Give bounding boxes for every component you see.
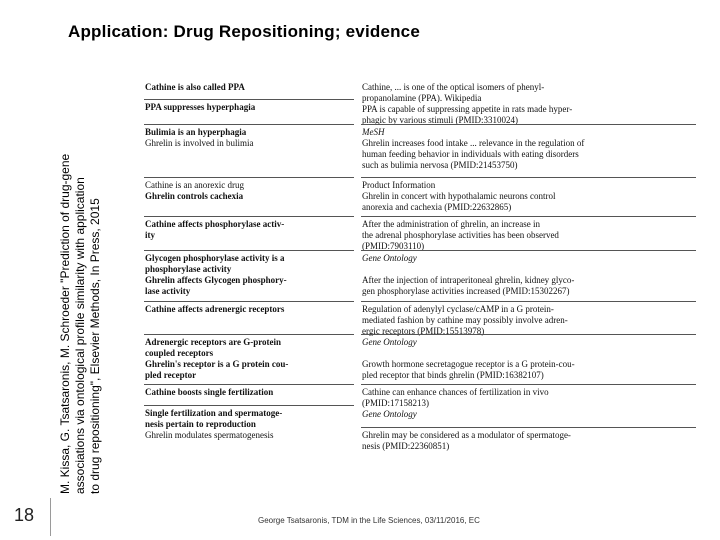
evidence-row-separator <box>361 124 696 125</box>
evidence-left-line: Ghrelin's receptor is a G protein cou- <box>145 359 289 369</box>
evidence-right-line: Cathine can enhance chances of fertilization in vivo <box>362 387 549 397</box>
evidence-right-line: MeSH <box>362 127 385 137</box>
evidence-right-block <box>362 127 696 171</box>
evidence-right-block <box>362 82 696 126</box>
evidence-left-line: Ghrelin modulates spermatogenesis <box>145 430 274 440</box>
evidence-right-block <box>362 387 696 420</box>
slide-number-divider <box>50 498 51 536</box>
evidence-right-line: human feeding behavior in individuals with eating disorders <box>362 149 579 159</box>
evidence-right-line: anorexia and cachexia (PMID:22632865) <box>362 202 512 212</box>
evidence-right-line: ergic receptors (PMID:15513978) <box>362 326 485 336</box>
evidence-right-line: mediated fashion by cathine may possibly involve adren- <box>362 315 568 325</box>
evidence-right-line: Growth hormone secretagogue receptor is a G protein-cou- <box>362 359 575 369</box>
evidence-right-line: (PMID:7903110) <box>362 241 425 251</box>
evidence-row-separator <box>361 334 696 335</box>
evidence-right-line: (PMID:17158213) <box>362 398 429 408</box>
evidence-right-line: gen phosphorylase activities increased (PMID:15302267) <box>362 286 570 296</box>
evidence-right-line: nesis (PMID:22360851) <box>362 441 450 451</box>
evidence-left-line: Cathine is also called PPA <box>145 82 245 92</box>
citation-line: M. Kissa, G. Tsatsaronis, M. Schroeder "Prediction of drug-gene <box>58 153 72 494</box>
evidence-right-line: such as bulimia nervosa (PMID:21453750) <box>362 160 518 170</box>
evidence-row-separator <box>361 177 696 178</box>
evidence-right-block <box>362 337 696 381</box>
evidence-left-line: Cathine boosts single fertilization <box>145 387 274 397</box>
citation-text <box>58 54 124 494</box>
evidence-left-line: Bulimia is an hyperphagia <box>145 127 247 137</box>
evidence-right-line: Cathine, ... is one of the optical isomers of phenyl- <box>362 82 545 92</box>
evidence-left-line: PPA suppresses hyperphagia <box>145 102 256 112</box>
evidence-right-line: Gene Ontology <box>362 409 417 419</box>
slide-title: Application: Drug Repositioning; evidence <box>68 22 420 41</box>
evidence-row-separator <box>144 334 354 335</box>
evidence-row-separator <box>361 384 696 385</box>
evidence-row-separator <box>361 216 696 217</box>
evidence-left-line: nesis pertain to reproduction <box>145 419 256 429</box>
evidence-row-separator <box>361 427 696 428</box>
evidence-right-block <box>362 180 696 213</box>
evidence-left-line: phosphorylase activity <box>145 264 232 274</box>
evidence-left-block <box>145 219 353 241</box>
evidence-right-line: Gene Ontology <box>362 337 417 347</box>
evidence-right-line: propanolamine (PPA). Wikipedia <box>362 93 482 103</box>
evidence-right-line: Gene Ontology <box>362 253 417 263</box>
evidence-row-separator <box>361 301 696 302</box>
evidence-left-line: lase activity <box>145 286 191 296</box>
citation-line: associations via ontological profile similarity with application <box>73 177 87 494</box>
evidence-left-line: Ghrelin controls cachexia <box>145 191 244 201</box>
evidence-row-separator <box>144 250 354 251</box>
slide-footer: George Tsatsaronis, TDM in the Life Sciences, 03/11/2016, EC <box>258 516 480 525</box>
evidence-table-image <box>140 77 696 459</box>
evidence-row-separator <box>144 99 354 100</box>
evidence-left-line: Cathine is an anorexic drug <box>145 180 244 190</box>
evidence-row-separator <box>144 384 354 385</box>
evidence-right-block <box>362 304 696 337</box>
evidence-left-block <box>145 102 353 113</box>
evidence-left-block <box>145 180 353 202</box>
evidence-row-separator <box>144 124 354 125</box>
evidence-right-line: pled receptor that binds ghrelin (PMID:16382107) <box>362 370 544 380</box>
evidence-left-line: Cathine affects phosphorylase activ- <box>145 219 285 229</box>
evidence-row-separator <box>144 177 354 178</box>
evidence-left-line: ity <box>145 230 155 240</box>
evidence-left-line: Ghrelin affects Glycogen phosphory- <box>145 275 287 285</box>
evidence-left-block <box>145 304 353 315</box>
citation-line: to drug repositioning", Elsevier Methods, In Press, 2015 <box>88 198 102 494</box>
evidence-right-line: Product Information <box>362 180 436 190</box>
evidence-right-line: PPA is capable of suppressing appetite in rats made hyper- <box>362 104 573 114</box>
evidence-left-block <box>145 387 353 398</box>
evidence-right-line: Regulation of adenylyl cyclase/cAMP in a G protein- <box>362 304 554 314</box>
evidence-left-line: pled receptor <box>145 370 197 380</box>
evidence-left-block <box>145 253 353 297</box>
evidence-left-line: coupled receptors <box>145 348 214 358</box>
evidence-left-line: Glycogen phosphorylase activity is a <box>145 253 285 263</box>
evidence-left-line: Adrenergic receptors are G-protein <box>145 337 282 347</box>
evidence-right-block <box>362 219 696 252</box>
evidence-right-line: Ghrelin may be considered as a modulator of spermatoge- <box>362 430 571 440</box>
evidence-row-separator <box>144 301 354 302</box>
evidence-row-separator <box>361 250 696 251</box>
evidence-left-line: Cathine affects adrenergic receptors <box>145 304 285 314</box>
evidence-right-line: the adrenal phosphorylase activities has been observed <box>362 230 559 240</box>
evidence-right-line: Ghrelin in concert with hypothalamic neurons control <box>362 191 556 201</box>
evidence-right-line: After the administration of ghrelin, an increase in <box>362 219 540 229</box>
evidence-right-line: After the injection of intraperitoneal ghrelin, kidney glyco- <box>362 275 575 285</box>
evidence-right-line <box>362 264 696 275</box>
evidence-right-block <box>362 253 696 297</box>
evidence-left-line: Ghrelin is involved in bulimia <box>145 138 254 148</box>
evidence-left-block <box>145 408 353 441</box>
evidence-right-line: Ghrelin increases food intake ... relevance in the regulation of <box>362 138 585 148</box>
evidence-row-separator <box>144 405 354 406</box>
evidence-left-block <box>145 82 353 93</box>
evidence-right-block <box>362 430 696 452</box>
evidence-right-line <box>362 348 696 359</box>
evidence-left-block <box>145 127 353 149</box>
evidence-left-block <box>145 337 353 381</box>
slide-number: 18 <box>14 505 35 525</box>
evidence-left-line: Single fertilization and spermatoge- <box>145 408 283 418</box>
evidence-row-separator <box>144 216 354 217</box>
evidence-right-line: phagic by various stimuli (PMID:3310024) <box>362 115 518 125</box>
